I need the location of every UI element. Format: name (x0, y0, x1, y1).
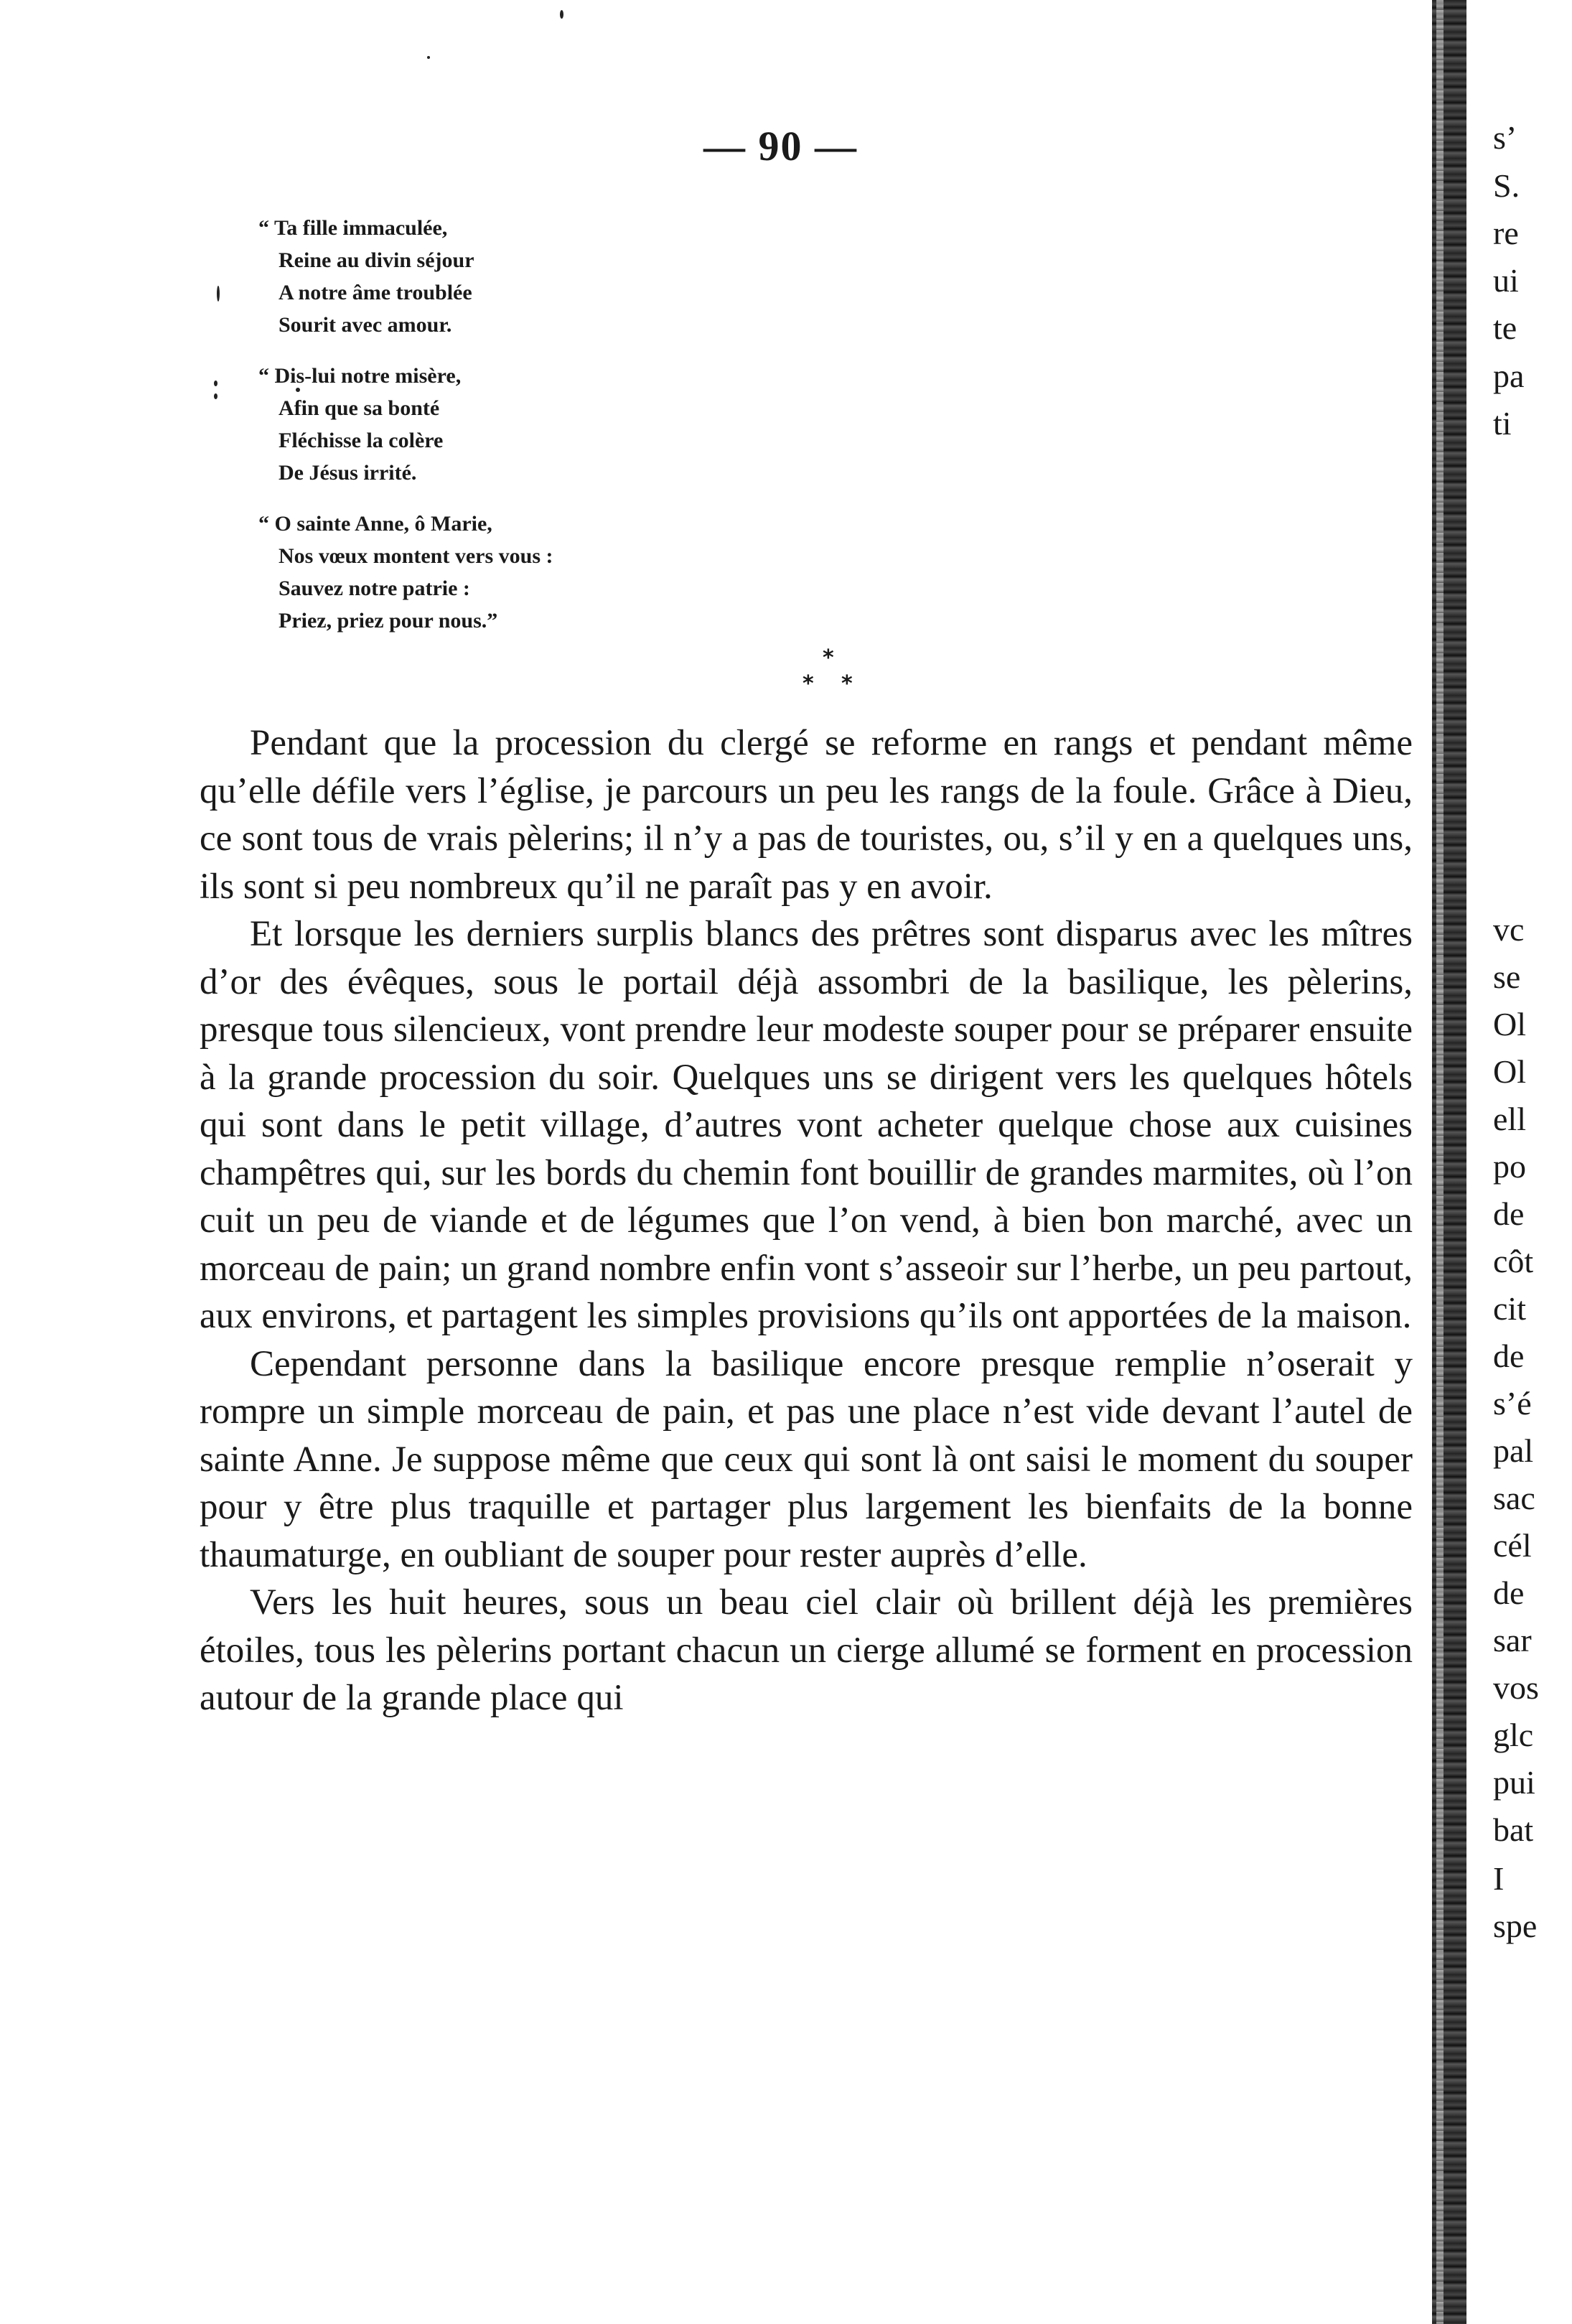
poem-stanza (258, 508, 904, 637)
adjacent-page-fragment (1493, 0, 1572, 2324)
scan-speck (296, 388, 300, 392)
text-fragment: de (1493, 1574, 1525, 1611)
poem-stanza (258, 360, 904, 489)
text-fragment: s’ (1493, 119, 1517, 156)
text-fragment: re (1493, 215, 1519, 251)
text-fragment: vos (1493, 1669, 1539, 1706)
text-fragment: se (1493, 958, 1521, 995)
text-fragment: spe (1493, 1908, 1538, 1944)
text-fragment: pui (1493, 1764, 1535, 1801)
scan-speck (560, 10, 563, 19)
poem-line: De Jésus irrité. (279, 461, 417, 485)
text-fragment: po (1493, 1148, 1526, 1185)
text-fragment: vc (1493, 911, 1525, 948)
poem-line: Sauvez notre patrie : (279, 577, 470, 600)
text-fragment: ui (1493, 262, 1519, 299)
poem-line: “ Ta fille immaculée, (258, 216, 448, 240)
poem-line: Priez, priez pour nous.” (279, 609, 498, 633)
scan-speck (217, 286, 220, 302)
text-fragment: sac (1493, 1480, 1535, 1516)
text-fragment: glc (1493, 1717, 1534, 1753)
svg-text:*: * (803, 671, 814, 696)
text-fragment: S. (1493, 167, 1520, 204)
text-fragment: pal (1493, 1432, 1534, 1469)
text-fragment: Ol (1493, 1006, 1526, 1042)
poem-line: Fléchisse la colère (279, 429, 444, 452)
poem-line: Afin que sa bonté (279, 396, 440, 420)
text-fragment: Ol (1493, 1053, 1526, 1090)
scan-speck (427, 56, 430, 59)
text-fragment: I (1493, 1860, 1505, 1897)
poem-line: “ O sainte Anne, ô Marie, (258, 512, 492, 536)
poem-line: “ Dis-lui notre misère, (258, 364, 462, 388)
text-fragment: te (1493, 309, 1517, 346)
paragraph: Pendant que la procession du clergé se reforme en rangs et pendant même qu’elle défile vers l’église, je parcours un peu les rangs de la foule. Grâce à Dieu, ce sont tous de vrais pèlerins; il n’y a pas de touristes, ou, s’il y en a quelques uns, ils sont si peu nombreux qu’il ne paraît pas y en avoir. (200, 723, 1413, 907)
text-fragment: bat (1493, 1811, 1534, 1848)
paragraph: Vers les huit heures, sous un beau ciel clair où brillent déjà les premières étoiles, tous les pèlerins portant chacun un cierge allumé se forment en procession autour de la grande place qui (200, 1582, 1413, 1718)
text-fragment: pa (1493, 358, 1525, 394)
asterism-ornament (790, 646, 861, 696)
poem (258, 212, 904, 655)
text-fragment: s’é (1493, 1385, 1532, 1422)
text-fragment: sar (1493, 1622, 1532, 1658)
scan-speck (214, 393, 217, 399)
poem-stanza (258, 212, 904, 341)
text-fragment: de (1493, 1338, 1525, 1374)
poem-line: A notre âme troublée (279, 281, 472, 304)
paragraph: Cependant personne dans la basilique encore presque remplie n’oserait y rompre un simple morceau de pain, et pas une place n’est vide devant l’autel de sainte Anne. Je suppose même que ceux qui sont là ont saisi le moment du souper pour y être plus traquille et partager plus largement les bienfaits de la bonne thaumaturge, en oubliant de souper pour rester auprès d’elle. (200, 1343, 1413, 1575)
body-text (200, 719, 1413, 1722)
text-fragment: ell (1493, 1101, 1526, 1137)
scan-speck (214, 381, 217, 386)
svg-text:*: * (823, 646, 834, 671)
book-gutter-edge (1432, 0, 1466, 2324)
text-fragment: ti (1493, 405, 1512, 442)
svg-text:*: * (841, 671, 853, 696)
poem-line: Nos vœux montent vers vous : (279, 544, 553, 568)
text-fragment: de (1493, 1195, 1525, 1232)
text-fragment: cél (1493, 1527, 1532, 1564)
text-fragment: côt (1493, 1243, 1534, 1279)
page-number: — 90 — (703, 123, 858, 169)
poem-line: Sourit avec amour. (279, 313, 452, 337)
poem-line: Reine au divin séjour (279, 248, 474, 272)
paragraph: Et lorsque les derniers surplis blancs des prêtres sont disparus avec les mîtres d’or des évêques, sous le portail déjà assombri de la basilique, les pèlerins, presque tous silencieux, vont prendre leur modeste souper pour se préparer ensuite à la grande procession du soir. Quelques uns se dirigent vers les quelques hôtels qui sont dans le petit village, d’autres vont acheter quelque chose aux cuisines champêtres qui, sur les bords du chemin font bouillir de grandes marmites, où l’on cuit un peu de viande et de légumes que l’on vend, à bien bon marché, avec un morceau de pain; un grand nombre enfin vont s’asseoir sur l’herbe, un peu partout, aux environs, et partagent les simples provisions qu’ils ont apportées de la maison. (200, 914, 1413, 1336)
text-fragment: cit (1493, 1290, 1526, 1327)
